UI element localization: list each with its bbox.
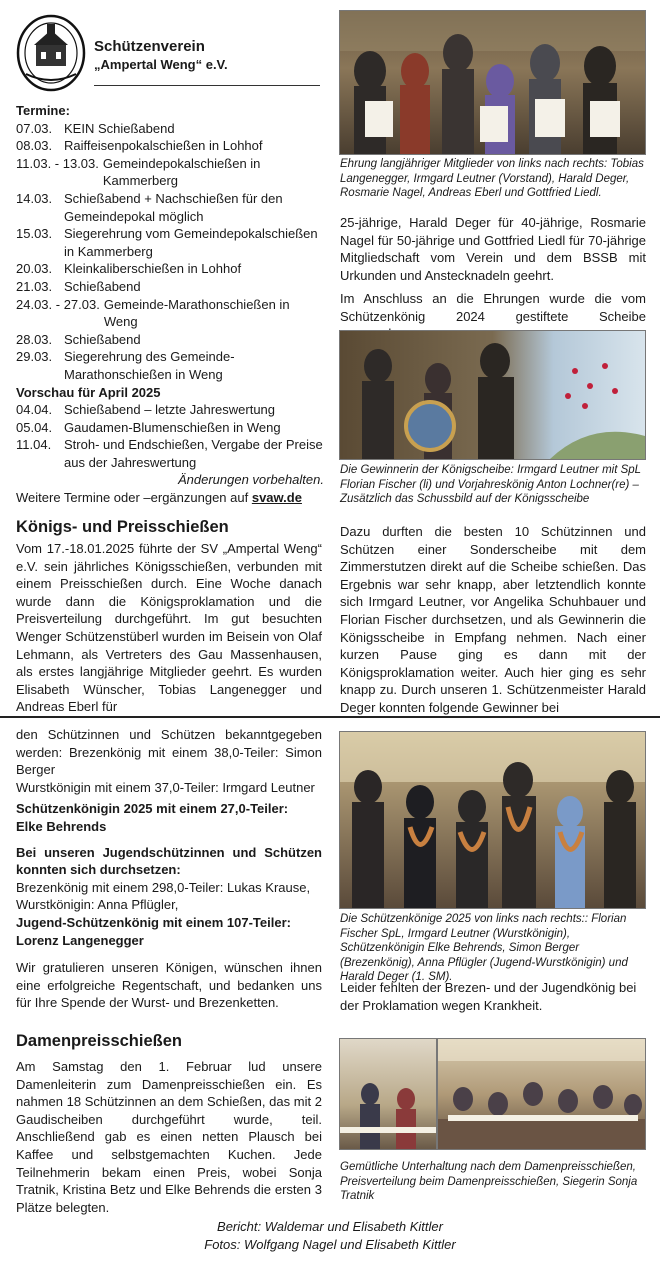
club-logo bbox=[16, 14, 86, 92]
date-item-text: Raiffeisenpokalschießen in Lohhof bbox=[64, 138, 263, 154]
section-divider bbox=[0, 716, 660, 718]
date-item-text: Siegerehrung des Gemeinde-Marathonschießen in Weng bbox=[64, 349, 235, 382]
date-item-text: Schießabend + Nachschießen für den Gemeindepokal möglich bbox=[64, 190, 283, 224]
date-item-date: 14.03. bbox=[16, 190, 53, 206]
date-item-date: 05.04. bbox=[16, 419, 53, 435]
youth-heading: Bei unseren Jugendschützinnen und Schützen konnten sich durchsetzen: bbox=[16, 844, 322, 878]
date-item-date: 15.03. bbox=[16, 226, 53, 242]
date-item bbox=[16, 225, 324, 260]
photo-damen-2 bbox=[437, 1038, 646, 1150]
more-dates bbox=[16, 489, 324, 507]
youth-line2: Wurstkönigin: Anna Pflügler, bbox=[16, 897, 179, 913]
date-item-date: 29.03. bbox=[16, 349, 53, 365]
date-item bbox=[16, 260, 324, 278]
more-dates-text: Weitere Termine oder –ergänzungen auf bbox=[16, 490, 252, 506]
date-item bbox=[16, 331, 324, 349]
termine-section bbox=[16, 102, 324, 507]
club-subname: „Ampertal Weng“ e.V. bbox=[94, 57, 228, 72]
photo-koenigscheibe bbox=[339, 330, 646, 460]
caption-damen: Gemütliche Unterhaltung nach dem Damenpreisschießen, Preisverteilung beim Damenpreisschießen, Siegerin Sonja Tratnik bbox=[340, 1161, 638, 1203]
date-item bbox=[16, 419, 324, 437]
date-item-date: 11.03. - 13.03. bbox=[16, 155, 99, 171]
caption-honors: Ehrung langjähriger Mitglieder von links nach rechts: Tobias Langenegger, Irmgard Leutner (Vorstand), Harald Deger, Rosmarie Nagel, Andreas Eberl und Gottfried Liedl. bbox=[340, 158, 644, 200]
damen-heading: Damenpreisschießen bbox=[16, 1032, 182, 1050]
koenig-heading: Königs- und Preisschießen bbox=[16, 518, 229, 536]
date-item-text: Siegerehrung vom Gemeindepokalschießen in Kammerberg bbox=[64, 226, 318, 259]
date-item bbox=[16, 348, 324, 383]
date-item-date: 07.03. bbox=[16, 120, 53, 136]
date-item bbox=[16, 137, 324, 155]
koenig-para1: Vom 17.-18.01.2025 führte der SV „Ampertal Weng“ e.V. sein jährliches Königsschießen, verbunden mit einem Preisschießen durch. Eine Woche danach wurde dann die Königsproklamation und die Preisverteilung durchgeführt. Im gut besuchten Wenger Schützenstüberl wurden im Beisein von Olaf Lehmann, als Vertreters des Gau Massenhausen, als erstes langjährige Mitglieder geehrt. Es wurden Elisabeth Wünscher, Tobias Langenegger und Andreas Eberl für bbox=[16, 541, 322, 715]
date-item bbox=[16, 401, 324, 419]
termine-list bbox=[16, 120, 324, 384]
changes-note: Änderungen vorbehalten. bbox=[177, 472, 324, 488]
caption-koenigscheibe: Die Gewinnerin der Königscheibe: Irmgard Leutner mit SpL Florian Fischer (li) und Vorjahreskönig Anton Lochner(re) – Zusätzlich das Schussbild auf der Königsscheibe bbox=[340, 464, 641, 506]
credit-report: Bericht: Waldemar und Elisabeth Kittler bbox=[217, 1219, 443, 1234]
date-item bbox=[16, 296, 324, 331]
header-rule bbox=[94, 85, 320, 86]
date-item-text: Gaudamen-Blumenschießen in Weng bbox=[64, 419, 281, 435]
date-item-date: 24.03. - 27.03. bbox=[16, 296, 100, 312]
preview-list bbox=[16, 401, 324, 471]
winners-line1: den Schützinnen und Schützen bekanntgegeben werden: Brezenkönig mit einem 38,0-Teiler: Simon Berger bbox=[16, 727, 322, 778]
photo-honors bbox=[339, 10, 646, 155]
winners-block bbox=[16, 726, 322, 1012]
regret-line: Leider fehlten der Brezen- und der Jugendkönig bei der Proklamation wegen Krankheit. bbox=[340, 980, 637, 1013]
koenig-para3: Im Anschluss an die Ehrungen wurde die vom Schützenkönig 2024 gestiftete Scheibe bbox=[340, 291, 646, 324]
date-item-date: 08.03. bbox=[16, 138, 53, 154]
date-item bbox=[16, 190, 324, 225]
damen-para: Am Samstag den 1. Februar lud unsere Damenleiterin zum Damenpreisschießen ein. Es nahmen 18 Schützinnen an dem Schießen, das mit 2 Gaudischeiben durchgeführt wurde, teil. Anschließend gab es einen netten Plausch bei Kaffee und selbstgemachten Kuchen. Jede Teilnehmerin bekam einen Preis, wobei Sonja Tratnik, Kristina Betz und Elke Behrends die ersten 3 Plätze belegten. bbox=[16, 1059, 322, 1215]
date-item bbox=[16, 278, 324, 296]
website-link[interactable]: svaw.de bbox=[251, 490, 302, 506]
date-item-text: Stroh- und Endschießen, Vergabe der Preise aus der Jahreswertung bbox=[64, 437, 323, 470]
club-name: Schützenverein bbox=[94, 38, 205, 55]
photo-koenige-2025 bbox=[339, 731, 646, 909]
date-item-date: 11.04. bbox=[16, 437, 52, 453]
winners-line2: Wurstkönigin mit einem 37,0-Teiler: Irmgard Leutner bbox=[16, 779, 315, 795]
youth-king-b: Lorenz Langenegger bbox=[16, 932, 144, 948]
date-item-text: Schießabend bbox=[64, 331, 141, 347]
date-item-text: Schießabend bbox=[64, 278, 141, 294]
photo-damen-1 bbox=[339, 1038, 437, 1150]
credit-photos: Fotos: Wolfgang Nagel und Elisabeth Kittler bbox=[204, 1237, 456, 1252]
date-item-text: Gemeindepokalschießen in Kammerberg bbox=[102, 155, 261, 189]
queen-line-b: Elke Behrends bbox=[16, 818, 107, 834]
youth-king-a: Jugend-Schützenkönig mit einem 107-Teiler: bbox=[16, 914, 291, 930]
date-item-date: 28.03. bbox=[16, 331, 53, 347]
credits bbox=[0, 1218, 660, 1254]
koenig-para4: Dazu durften die besten 10 Schützinnen und Schützen einer Sonderscheibe mit dem Zimmerstutzen direkt auf die Scheibe schießen. Das Ergebnis war sehr knapp, aber letztendlich konnte sich Irmgard Leutner, vor Angelika Schuhbauer und Florian Fischer durchsetzen, und als Gewinnerin die Königsscheibe in Empfang nehmen. Nach einer kurzen Pause ging es dann mit der Königsproklamation weiter. Auch hier ging es sehr knapp zu. Durch unseren 1. Schützenmeister Harald Deger konnten folgende Gewinner bei bbox=[340, 524, 646, 715]
congrats-para: Wir gratulieren unseren Königen, wünschen ihnen eine erfolgreiche Regentschaft, und bedanken uns für Ihre Spende der Wurst- und Brezenketten. bbox=[16, 960, 322, 1011]
date-item-date: 04.04. bbox=[16, 402, 53, 418]
date-item bbox=[16, 120, 324, 138]
youth-line1: Brezenkönig mit einem 298,0-Teiler: Lukas Krause, bbox=[16, 879, 311, 895]
termine-heading: Termine: bbox=[16, 103, 70, 118]
date-item-text: Schießabend – letzte Jahreswertung bbox=[64, 402, 276, 418]
date-item-text: KEIN Schießabend bbox=[64, 120, 175, 136]
date-item-text: Kleinkaliberschießen in Lohhof bbox=[64, 261, 242, 277]
queen-line-a: Schützenkönigin 2025 mit einem 27,0-Teiler: bbox=[16, 801, 289, 817]
caption-koenige-2025: Die Schützenkönige 2025 von links nach rechts:: Florian Fischer SpL, Irmgard Leutner (Wurstkönigin), Schützenkönigin Elke Behrends, Simon Berger (Brezenkönig), Anna Pflügler (Jugend-Wurstkönigin) und Harald Deger (1. SM). bbox=[340, 913, 628, 984]
date-item-date: 20.03. bbox=[16, 261, 53, 277]
date-item-text: Gemeinde-Marathonschießen in Weng bbox=[103, 296, 290, 330]
date-item bbox=[16, 436, 324, 471]
preview-heading: Vorschau für April 2025 bbox=[16, 384, 161, 400]
koenig-para2: 25-jährige, Harald Deger für 40-jährige, Rosmarie Nagel für 50-jährige und Gottfried Liedl für 70-jährige Mitgliedschaft vom Verein und dem BSSB mit Urkunden und Anstecknadeln geehrt. bbox=[340, 215, 646, 283]
date-item bbox=[16, 155, 324, 190]
date-item-date: 21.03. bbox=[16, 278, 53, 294]
